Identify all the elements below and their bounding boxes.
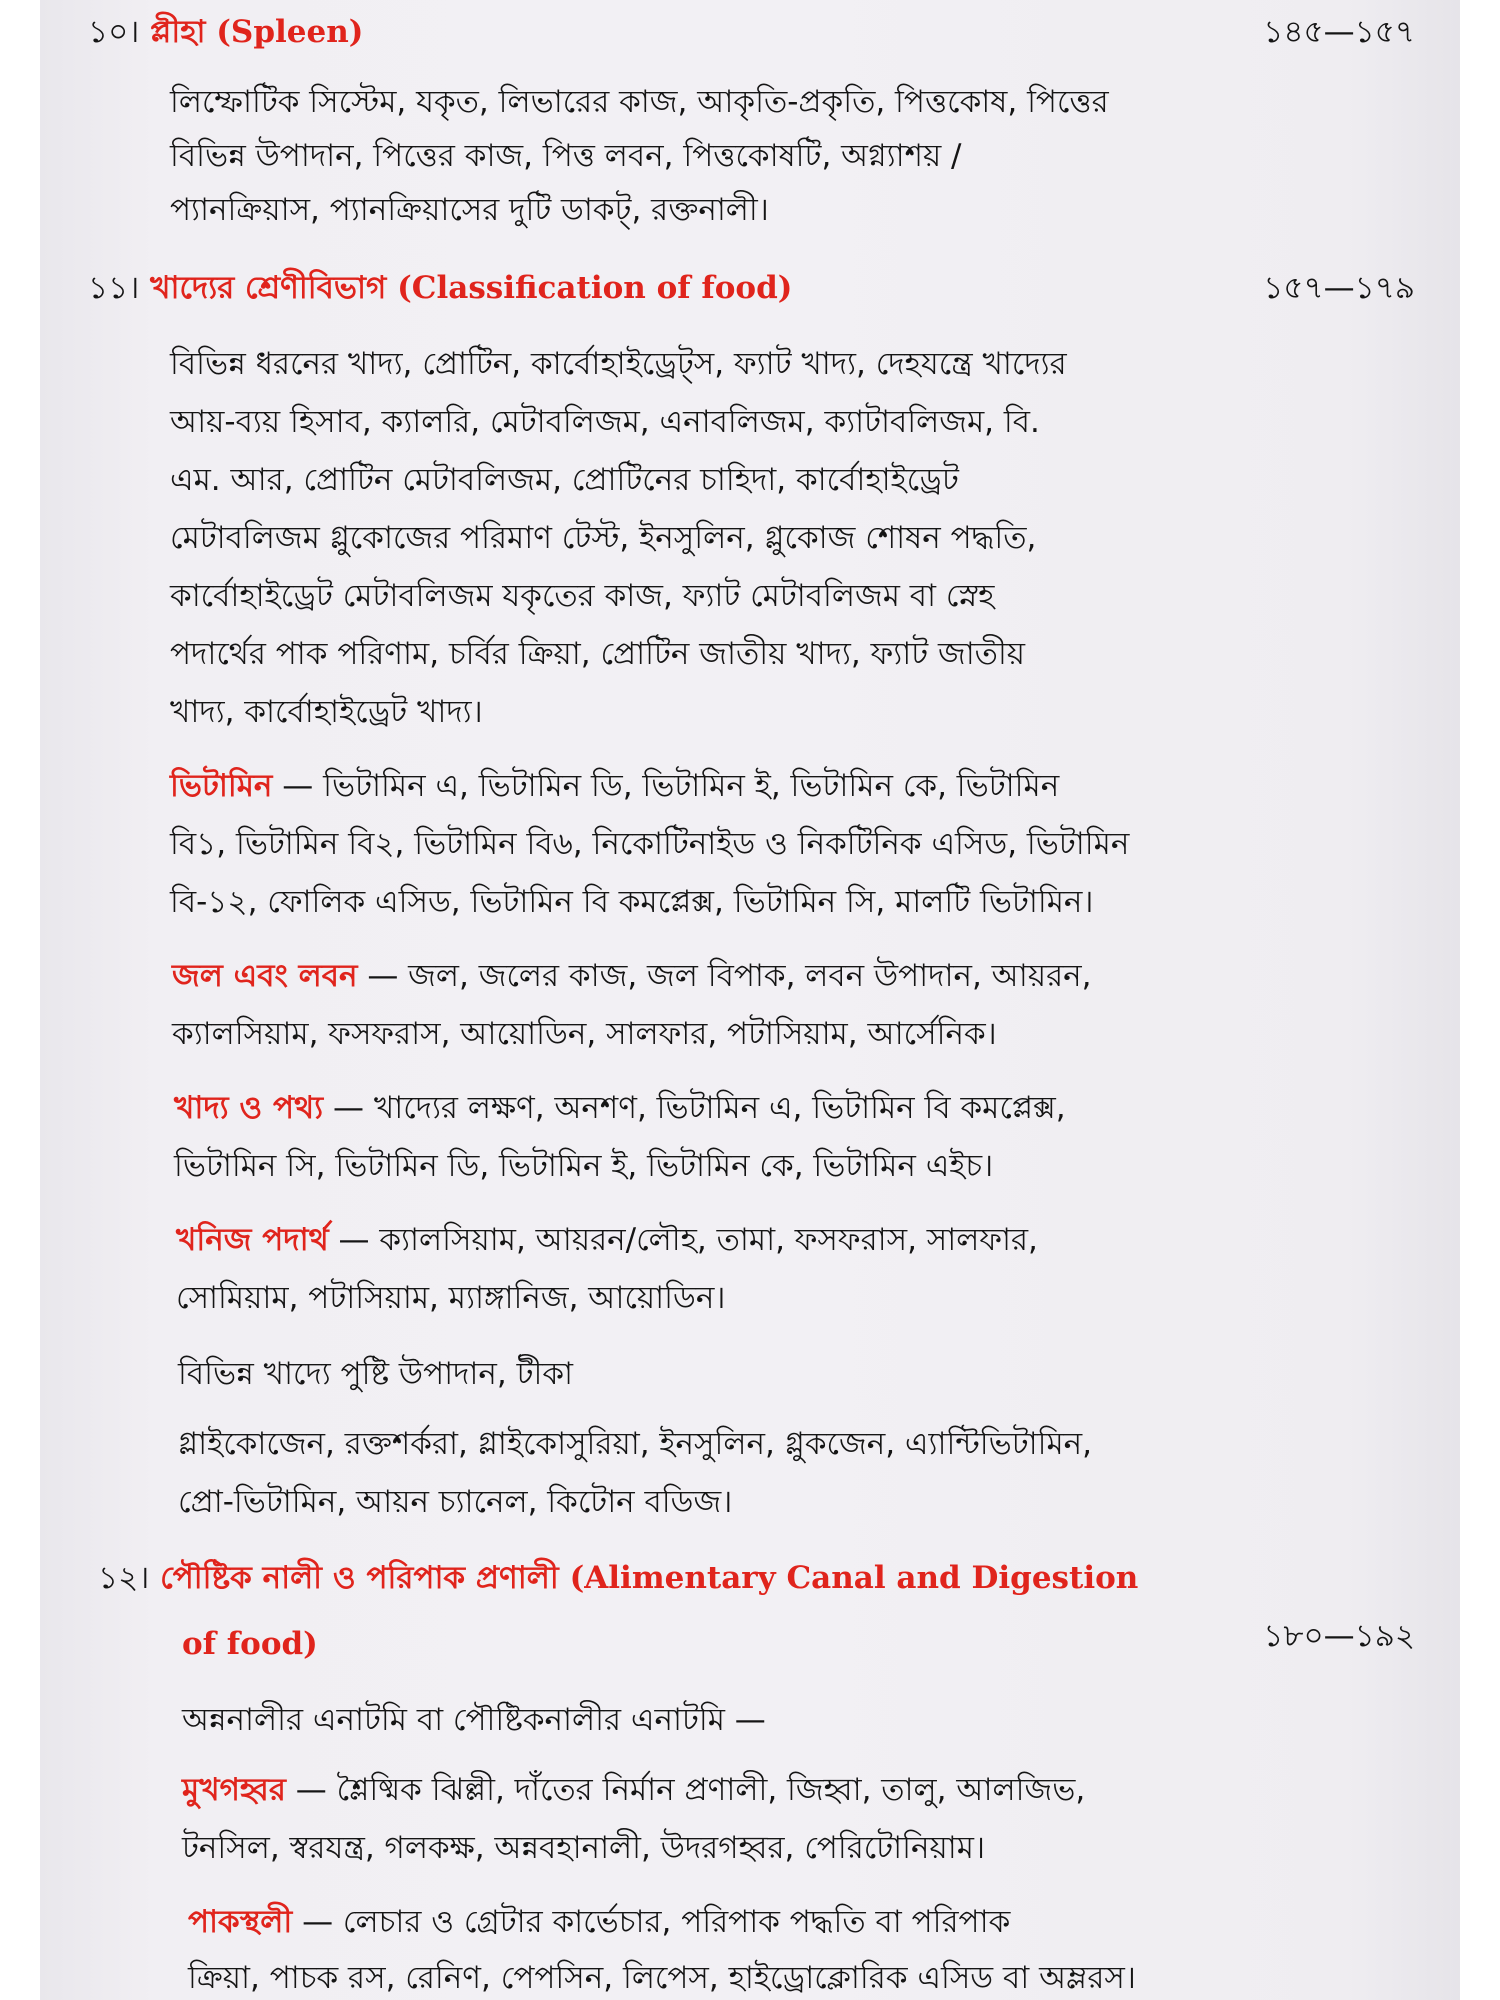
stomach-paragraph [188,1902,1010,1942]
water-salt-paragraph [172,956,1091,996]
section-title-en: (Alimentary Canal and Digestion [569,1560,1139,1596]
section-12-heading-cont [182,1624,318,1664]
subsection-label: খাদ্য ও পথ্য [174,1090,324,1126]
body-line: এম. আর, প্রোটিন মেটাবলিজম, প্রোটিনের চাহিদা, কার্বোহাইড্রেট [170,462,959,498]
body-line: আয়-ব্যয় হিসাব, ক্যালরি, মেটাবলিজম, এনাবলিজম, ক্যাটাবলিজম, বি. [170,404,1040,440]
section-number: ১০। [88,14,140,50]
body-line: গ্লাইকোজেন, রক্তশর্করা, গ্লাইকোসুরিয়া, ইনসুলিন, গ্লুকজেন, এ্যান্টিভিটামিন, [178,1426,1093,1462]
subsection-text: — ক্যালসিয়াম, আয়রন/লৌহ, তামা, ফসফরাস, সালফার, [338,1222,1038,1258]
section-11-pages: ১৫৭—১৭৯ [1263,270,1415,306]
subsection-label: জল এবং লবন [172,958,358,994]
section-title-en: (Classification of food) [397,270,793,306]
body-line: টনসিল, স্বরযন্ত্র, গলকক্ষ, অন্নবহানালী, উদরগহ্বর, পেরিটোনিয়াম। [182,1830,986,1866]
section-title-en: (Spleen) [216,14,364,50]
body-line: সোমিয়াম, পটাসিয়াম, ম্যাঙ্গানিজ, আয়োডিন। [176,1280,726,1316]
section-title-bn: প্লীহা [150,14,206,50]
body-line: মেটাবলিজম গ্লুকোজের পরিমাণ টেস্ট, ইনসুলিন, গ্লুকোজ শোষন পদ্ধতি, [170,520,1037,556]
body-line: বিভিন্ন খাদ্যে পুষ্টি উপাদান, টীকা [178,1356,574,1392]
section-12-pages: ১৮০—১৯২ [1263,1618,1415,1654]
mouth-paragraph [182,1770,1085,1810]
subsection-text: — খাদ্যের লক্ষণ, অনশণ, ভিটামিন এ, ভিটামিন বি কমপ্লেক্স, [333,1090,1066,1126]
body-line: বিভিন্ন উপাদান, পিত্তের কাজ, পিত্ত লবন, পিত্তকোষটি, অগ্ন্যাশয় / [170,138,962,174]
body-line: লিম্ফোটিক সিস্টেম, যকৃত, লিভারের কাজ, আকৃতি-প্রকৃতি, পিত্তকোষ, পিত্তের [170,84,1109,120]
subsection-label: পাকস্থলী [188,1904,293,1940]
subsection-text: — লেচার ও গ্রেটার কার্ভেচার, পরিপাক পদ্ধতি বা পরিপাক [302,1904,1011,1940]
body-line: ক্রিয়া, পাচক রস, রেনিণ, পেপসিন, লিপেস, হাইড্রোক্লোরিক এসিড বা অম্লরস। [188,1960,1136,1996]
section-10-heading [88,12,363,52]
body-line: অন্ননালীর এনাটমি বা পৌষ্টিকনালীর এনাটমি — [182,1702,766,1738]
body-line: প্যানক্রিয়াস, প্যানক্রিয়াসের দুটি ডাকট্, রক্তনালী। [170,192,769,228]
body-line: প্রো-ভিটামিন, আয়ন চ্যানেল, কিটোন বডিজ। [178,1484,733,1520]
body-line: ক্যালসিয়াম, ফসফরাস, আয়োডিন, সালফার, পটাসিয়াম, আর্সেনিক। [172,1016,997,1052]
body-line: পদার্থের পাক পরিণাম, চর্বির ক্রিয়া, প্রোটিন জাতীয় খাদ্য, ফ্যাট জাতীয় [170,636,1026,672]
body-line: কার্বোহাইড্রেট মেটাবলিজম যকৃতের কাজ, ফ্যাট মেটাবলিজম বা স্নেহ [170,578,995,614]
section-11-heading [88,268,792,308]
body-line: বি-১২, ফোলিক এসিড, ভিটামিন বি কমপ্লেক্স, ভিটামিন সি, মালটি ভিটামিন। [170,884,1094,920]
food-diet-paragraph [174,1088,1066,1128]
section-title-bn: খাদ্যের শ্রেণীবিভাগ [150,270,387,306]
subsection-text: — জল, জলের কাজ, জল বিপাক, লবন উপাদান, আয়রন, [367,958,1092,994]
section-title-en-cont: of food) [182,1626,318,1662]
body-line: খাদ্য, কার্বোহাইড্রেট খাদ্য। [170,694,483,730]
subsection-label: ভিটামিন [170,768,273,804]
subsection-label: মুখগহ্বর [182,1772,286,1808]
section-title-bn: পৌষ্টিক নালী ও পরিপাক প্রণালী [160,1560,559,1596]
subsection-text: — ভিটামিন এ, ভিটামিন ডি, ভিটামিন ই, ভিটামিন কে, ভিটামিন [282,768,1060,804]
book-page [40,0,1460,2000]
section-number: ১২। [98,1560,150,1596]
body-line: বিভিন্ন ধরনের খাদ্য, প্রোটিন, কার্বোহাইড্রেট্স, ফ্যাট খাদ্য, দেহযন্ত্রে খাদ্যের [170,346,1067,382]
section-number: ১১। [88,270,140,306]
vitamin-paragraph [170,766,1059,806]
subsection-label: খনিজ পদার্থ [176,1222,329,1258]
section-10-pages: ১৪৫—১৫৭ [1263,14,1415,50]
minerals-paragraph [176,1220,1038,1260]
body-line: বি১, ভিটামিন বি২, ভিটামিন বি৬, নিকোটিনাইড ও নিকটিনিক এসিড, ভিটামিন [170,826,1130,862]
section-12-heading [98,1558,1138,1598]
subsection-text: — শ্লৈষ্মিক ঝিল্লী, দাঁতের নির্মান প্রণালী, জিহ্বা, তালু, আলজিভ, [295,1772,1086,1808]
body-line: ভিটামিন সি, ভিটামিন ডি, ভিটামিন ই, ভিটামিন কে, ভিটামিন এইচ। [174,1148,994,1184]
